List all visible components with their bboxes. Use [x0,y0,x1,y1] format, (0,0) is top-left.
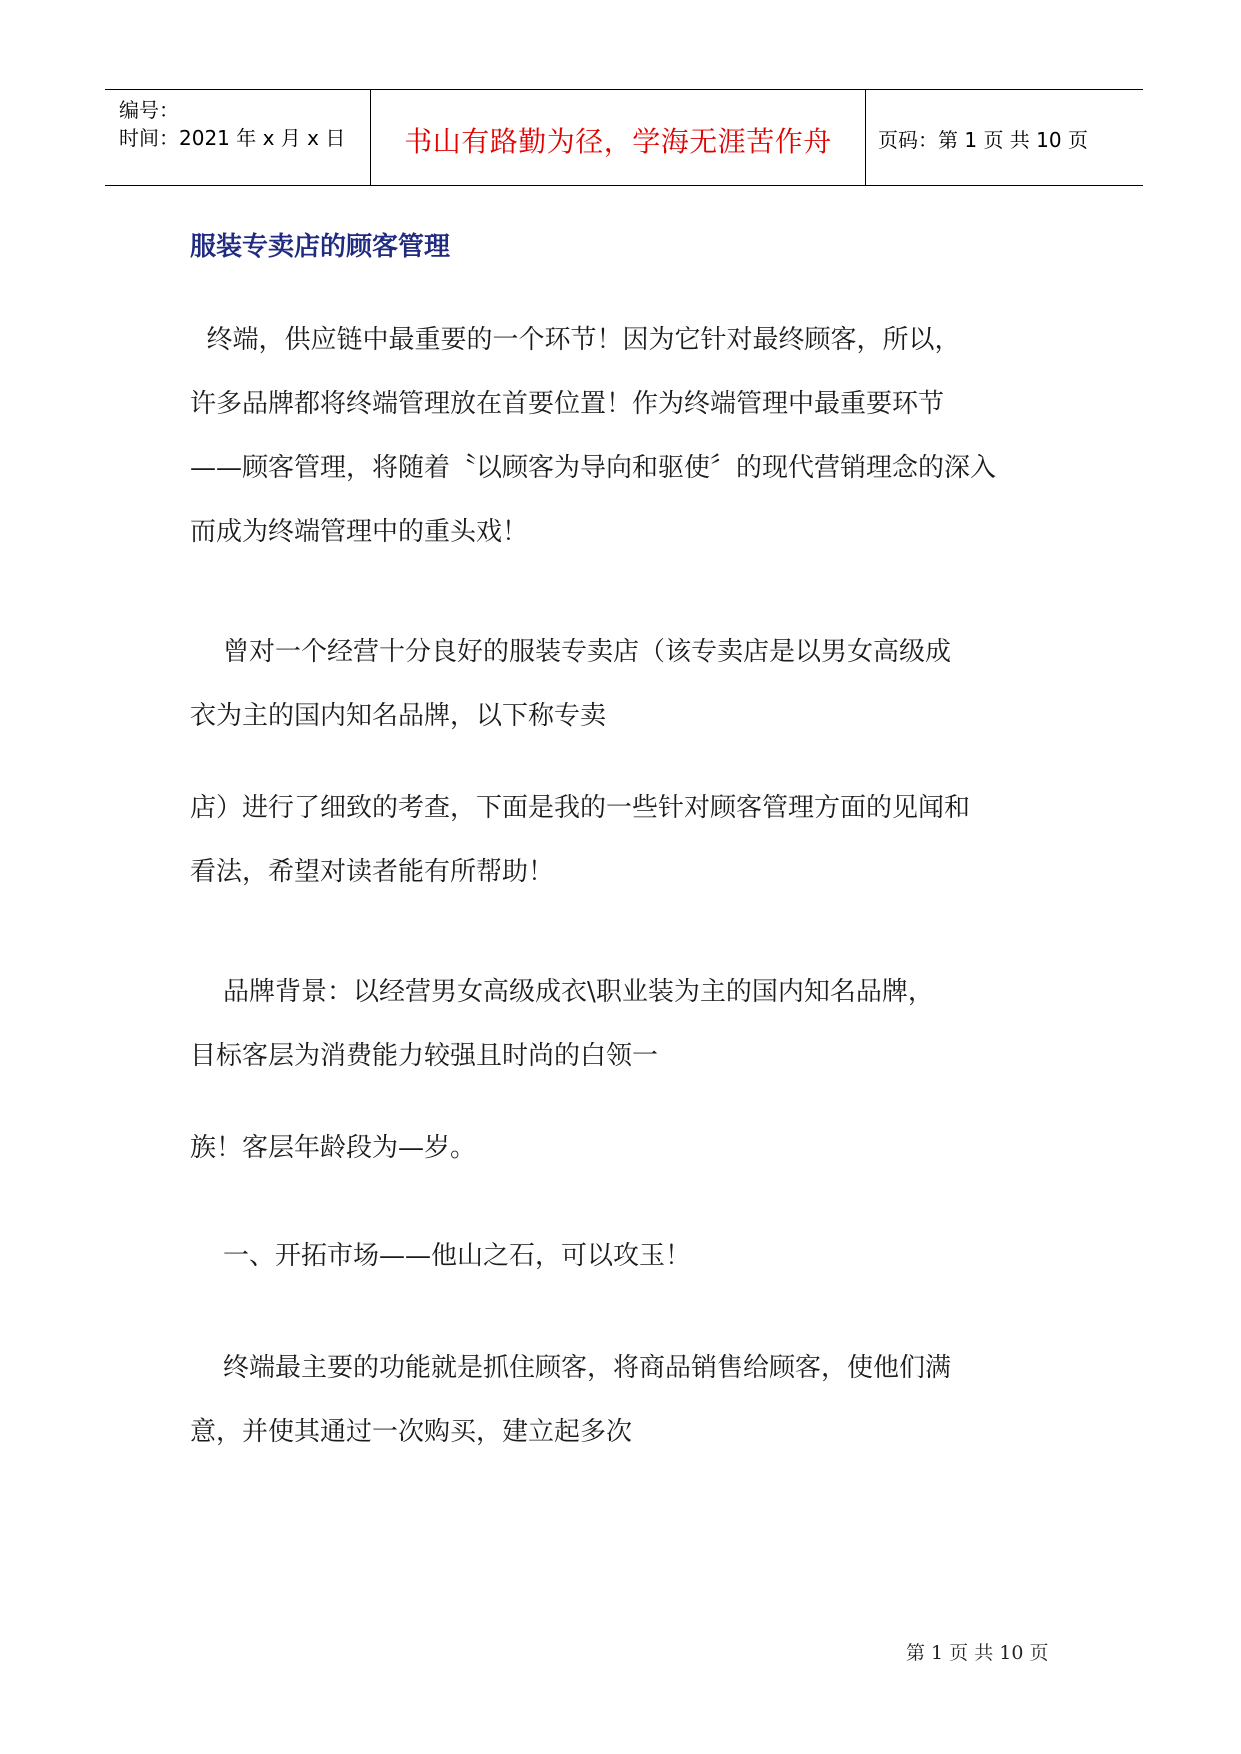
page-code-label: 页码：第 1 页 共 10 页 [878,128,1088,152]
document-time-label: 时间：2021 年 x 月 x 日 [119,126,346,150]
document-number-label: 编号： [119,98,179,122]
paragraph-line: 目标客层为消费能力较强且时尚的白领一 [190,1041,659,1071]
page-footer: 第 1 页 共 10 页 [906,1642,1049,1664]
paragraph-4 [190,960,1060,1088]
paragraph-2 [190,620,1060,748]
paragraph-line: 一、开拓市场——他山之石，可以攻玉！ [190,1241,692,1271]
paragraph-7 [190,1336,1060,1464]
paragraph-line: 意，并使其通过一次购买，建立起多次 [190,1417,633,1447]
paragraph-line: 许多品牌都将终端管理放在首要位置！作为终端管理中最重要环节 [190,389,945,419]
motto-text: 书山有路勤为径，学海无涯苦作舟 [404,125,832,158]
paragraph-line: 终端最主要的功能就是抓住顾客，将商品销售给顾客，使他们满 [190,1353,952,1383]
paragraph-1 [190,308,1060,564]
paragraph-line: 品牌背景：以经营男女高级成衣\职业装为主的国内知名品牌， [190,977,934,1007]
paragraph-line: 而成为终端管理中的重头戏！ [190,517,529,547]
paragraph-3 [190,776,1060,904]
paragraph-line: ——顾客管理，将随着〝以顾客为导向和驱使〞的现代营销理念的深入 [190,453,997,483]
paragraph-line: 衣为主的国内知名品牌，以下称专卖 [190,701,607,731]
document-title: 服装专卖店的顾客管理 [190,232,451,262]
header-info-cell [105,90,370,185]
header-page-cell [866,90,1143,185]
document-header [105,89,1143,186]
paragraph-line: 曾对一个经营十分良好的服装专卖店（该专卖店是以男女高级成 [190,637,952,667]
paragraph-line: 看法，希望对读者能有所帮助！ [190,857,555,887]
header-motto-cell [370,90,866,185]
paragraph-5 [190,1116,1060,1180]
paragraph-line: 店）进行了细致的考查，下面是我的一些针对顾客管理方面的见闻和 [190,793,971,823]
paragraph-6 [190,1224,1060,1288]
paragraph-line: 终端，供应链中最重要的一个环节！因为它针对最终顾客，所以， [190,325,961,355]
paragraph-line: 族！客层年龄段为—岁。 [190,1133,477,1163]
